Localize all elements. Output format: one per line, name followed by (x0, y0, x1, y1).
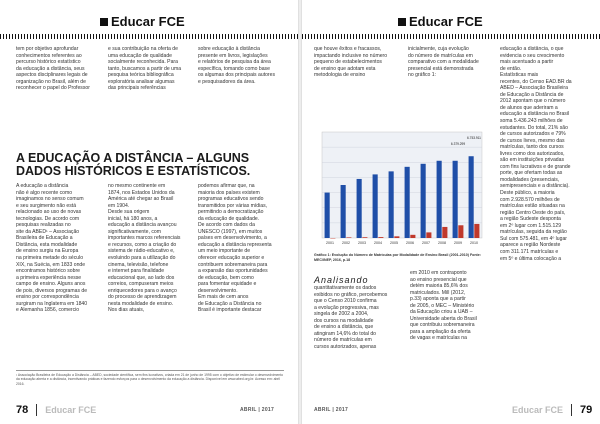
right-page (302, 0, 600, 424)
x-tick-label: 2009 (454, 241, 462, 245)
right-hatch-bar (302, 34, 600, 39)
x-tick-label: 2002 (342, 241, 350, 245)
bar-presencial (469, 156, 474, 238)
bar-presencial (389, 171, 394, 238)
bar-distancia (378, 237, 383, 238)
right-top-col-2: inicialmente, cuja evolução do número de matrículas em comparativo com a modalidade presencial está demonstrada no gráfico 1: (408, 46, 479, 79)
left-hatch-bar (0, 34, 298, 39)
left-footer-date (240, 403, 274, 417)
left-page (0, 0, 298, 424)
bar-distancia (442, 227, 447, 238)
left-header (100, 14, 185, 29)
left-body-col-1: A educação a distância não é algo recente como imaginamos no senso comum e seu surgimento não está relacionado ao uso de novas tecnologias. De acordo com pesquisas realizadas no site da ABED¹ – Associação Brasileira de Educação a Distância, esta modalidade de ensino surgiu na Europa na primeira metade do século XIX, na Suécia, em 1833 onde encontramos histórico sobre a primeira experiência nesse campo de ensino. Alguns anos de pois, diversos programas de ensino por correspondência surgiram na Inglaterra em 1840 e Alemanha 1856, comercio (16, 183, 88, 314)
bar-distancia (410, 235, 415, 238)
bar-presencial (357, 179, 362, 238)
x-tick-label: 2004 (374, 241, 382, 245)
x-tick-label: 2008 (438, 241, 446, 245)
footnote: ¹ Associação Brasileira de Educação a Distância – ABED, sociedade científica, sem fins lucrativos, criada em 21 de junho de 1995 com o objetivo de estimular o desenvolvimento da educação aberta e a distância, incentivando práticas e fazendo esforços para o desenvolvimento da educação a distância. Disponível em www.abed.org.br. Acesso em: abril 2016. (16, 373, 284, 386)
page-number: 79 (580, 404, 593, 416)
left-top-col-2: e sua contribuição na oferta de uma educação de qualidade socialmente reconhecida. Para tanto, buscamos a partir de uma pesquisa teórica bibliográfica exploratória analisar algumas das principais referências (108, 46, 182, 92)
article-headline: A EDUCAÇÃO A DISTÂNCIA – ALGUNS DADOS HISTÓRICOS E ESTATÍSTICOS. (16, 151, 251, 178)
bar-distancia (346, 237, 351, 238)
bar-distancia (474, 224, 479, 238)
right-bottom-col-1-text: quantitativamente os dados exibidos no gráfico, percebemos que o Censo 2010 confirma a evolução progressiva, mas singela de 2002 a 2004, dos cursos na modalidade de ensino a distância, que atingiram 14,6% do total do número de matrículas em cursos autorizados, apenas (314, 285, 388, 351)
bar-distancia (362, 237, 367, 238)
x-tick-label: 2001 (326, 241, 334, 245)
x-tick-label: 2010 (470, 241, 478, 245)
bar-presencial (325, 193, 330, 238)
issue-date: ABRIL | 2017 (314, 407, 349, 413)
x-tick-label: 2005 (390, 241, 398, 245)
chart-plot-area (322, 132, 482, 238)
footnote-rule (16, 370, 284, 371)
right-header-brand: Educar FCE (409, 14, 483, 29)
data-label: 6.753.911 (467, 136, 481, 141)
footer-brand: Educar FCE (512, 405, 564, 415)
bar-presencial (341, 185, 346, 238)
left-header-brand: Educar FCE (111, 14, 185, 29)
chart-caption: Gráfico 1: Evolução do Número de Matrículas por Modalidade de Ensino Brasil (2001-2010) Fonte: MEC/INEP, 2016, p.18 (314, 253, 481, 262)
square-icon (100, 18, 108, 26)
right-footer (512, 403, 592, 417)
page-number: 78 (16, 404, 29, 416)
left-top-col-3: sobre educação à distância presente em livros, legislações e relatórios de pesquisa da área específica, tomando como base os algumas dos principais autores e pesquisadores da área. (198, 46, 276, 85)
drop-word: Analisando (314, 274, 369, 285)
bar-distancia (458, 225, 463, 238)
bar-presencial (373, 174, 378, 238)
bar-presencial (421, 164, 426, 238)
right-col-3: educação a distância, o que evidencia o seu crescimento mais acentuado a partir de então. Estatísticas mais recentes, do Censo EAD.BR da ABED – Associação Brasileira de Educação a Distância de 2012 apontam que o número de alunos que aderiram a educação a distância no Brasil soma 5.436.243 milhões de estudantes. Do total, 21% são de cursos autorizados e 79% de cursos livres, mesmo das matrículas, tanto dos cursos livres como dos autorizados, são em instituições privadas com fins lucrativos e de grande porte, que ofertam todas as modalidades (presenciais, semipresenciais e a distância). Deste público, a maioria com 2.928.570 milhões de matrículas estão situadas na região Centro Oeste do país, a região Sudeste desponta em 2º lugar com 1.515.129 matrículas, seguida da região Sul com 575.481, em 4º lugar aparece a região Nordeste com 311.171 matrículas e em 5º e última colocação a (500, 46, 572, 262)
right-header (398, 14, 483, 29)
square-icon (398, 18, 406, 26)
bar-presencial (453, 161, 458, 238)
bar-presencial (437, 161, 442, 238)
right-bottom-col-2: em 2010 em contraponto ao ensino presencial que detém maioria 85,6% dos matriculados. Mill (2012, p.33) aponta que a partir de 2005, o MEC – Ministério da Educação criou a UAB – Universidade aberta do Brasil que contribuiu sobremaneira para a ampliação da oferta de vagas e matrículas na (410, 270, 477, 342)
footer-divider (571, 404, 572, 416)
bar-distancia (426, 232, 431, 238)
right-top-col-1: que houve êxitos e fracassos, impactando inclusive no número pequeno de estabelecimentos de ensino que adotam esta metodologia de ensino (314, 46, 388, 79)
left-body-col-3: podemos afirmar que, na maioria dos países existem programas educativos sendo transmitidos por várias mídias, permitindo a democratização da educação de qualidade. De acordo com dados da UNESCO (1997), em muitos países em desenvolvimento, a educação a distância representa um meio importante de oferecer educação superior e contribuem sobremaneira para a expansão das oportunidades de educação, bem como para fomentar equidade e desenvolvimento. Em mais de cem anos de Educação a Distância no Brasil é importante destacar (198, 183, 272, 314)
issue-date: ABRIL | 2017 (240, 407, 275, 413)
left-top-col-1: tem por objetivo aprofundar conhecimentos referentes ao percurso histórico estatístico da educação a distância, seus aspectos disciplinares legais de organização no Brasil, além de reconhecer o papel do Professor (16, 46, 90, 92)
left-footer (16, 403, 96, 417)
left-body-col-2: no mesmo continente em 1874, nos Estados Unidos da América até chegar ao Brasil em 1904. Desde sua origem inicial, há 180 anos, a educação a distância avançou significativamente, com importantes marcos referenciais e recursos, como a criação do sistema de rádio-educativo e, evoluindo para a utilização do cinema, televisão, telefone e internet para finalidade educacional que, ao lado dos correios, compuseram meios enriquecedores para o avanço do processo de aprendizagem nesta modalidade de ensino. Nos dias atuais, (108, 183, 181, 314)
x-tick-label: 2007 (422, 241, 430, 245)
bar-presencial (405, 167, 410, 238)
right-footer-date (314, 403, 348, 417)
x-tick-label: 2003 (358, 241, 366, 245)
bar-distancia (394, 236, 399, 238)
enrollment-chart (314, 124, 486, 252)
x-tick-label: 2006 (406, 241, 414, 245)
right-bottom-col-1 (314, 270, 406, 351)
footer-brand: Educar FCE (45, 405, 97, 415)
data-label: 6.379.299 (450, 142, 466, 147)
footer-divider (36, 404, 37, 416)
